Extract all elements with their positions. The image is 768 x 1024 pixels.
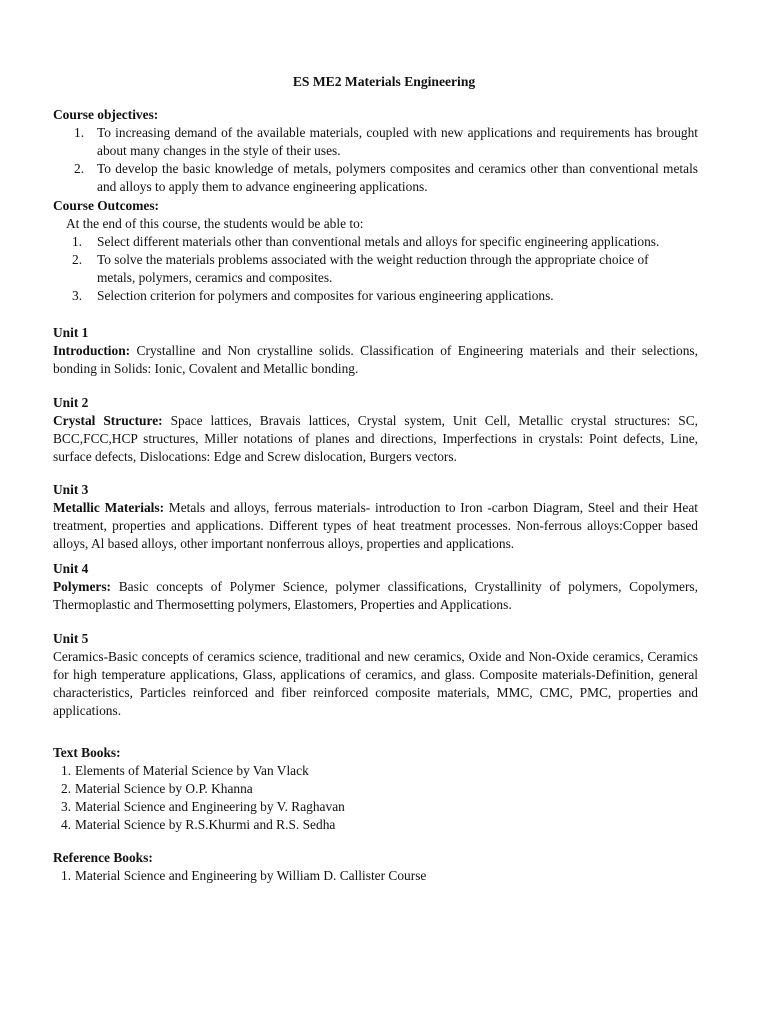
list-item-number: 4. [61,817,72,832]
list-item-number: 2. [72,252,83,267]
unit-5-section [53,630,698,720]
list-item-number: 1. [61,763,72,778]
list-item [53,798,698,816]
unit-topic: Metallic Materials: [53,500,165,515]
list-item [53,867,698,885]
unit-heading: Unit 2 [53,395,89,410]
text-books-section [53,744,698,834]
unit-heading: Unit 4 [53,561,89,576]
list-item-number: 2. [74,161,85,176]
list-item-text: To increasing demand of the available materials, coupled with new applications and requirements has brought about many changes in the style of their uses. [97,125,698,158]
unit-heading: Unit 3 [53,482,89,497]
list-item-number: 1. [72,234,83,249]
course-objectives-list [53,124,698,196]
list-item-text: Material Science and Engineering by William D. Callister Course [75,868,427,883]
reference-books-list [53,867,698,885]
unit-description [53,578,698,614]
unit-description [53,648,698,720]
unit-2-section [53,394,698,466]
list-item [53,124,698,160]
list-item-number: 3. [61,799,72,814]
list-item [53,251,698,287]
course-objectives-section [53,106,698,196]
course-objectives-heading: Course objectives: [53,107,159,122]
list-item-number: 1. [74,125,85,140]
list-item-text: Material Science and Engineering by V. Raghavan [75,799,345,814]
unit-text: Crystalline and Non crystalline solids. Classification of Engineering materials and their selections, bonding in Solids: Ionic, Covalent and Metallic bonding. [53,343,698,376]
unit-1-section [53,324,698,378]
list-item [53,780,698,798]
unit-topic: Introduction: [53,343,131,358]
list-item-text: Material Science by O.P. Khanna [75,781,253,796]
unit-3-section [53,481,698,553]
list-item-text: To develop the basic knowledge of metals, polymers composites and ceramics other than conventional metals and alloys to apply them to advance engineering applications. [97,161,698,194]
unit-topic: Polymers: [53,579,112,594]
list-item-text: Selection criterion for polymers and composites for various engineering applications. [97,288,554,303]
unit-text: Basic concepts of Polymer Science, polymer classifications, Crystallinity of polymers, Copolymers, Thermoplastic and Thermosetting polymers, Elastomers, Properties and Applications. [53,579,698,612]
reference-books-heading: Reference Books: [53,850,153,865]
unit-description [53,412,698,466]
list-item-number: 3. [72,288,83,303]
course-outcomes-list [53,233,698,305]
text-books-list [53,762,698,834]
list-item [53,816,698,834]
list-item-text: To solve the materials problems associated with the weight reduction through the appropriate choice of metals, polymers, ceramics and composites. [97,252,649,285]
unit-4-section [53,560,698,614]
text-books-heading: Text Books: [53,745,121,760]
reference-books-section [53,849,698,885]
list-item-number: 1. [61,868,72,883]
course-outcomes-section [53,197,698,305]
course-outcomes-intro: At the end of this course, the students would be able to: [66,216,364,231]
list-item [53,160,698,196]
list-item [53,762,698,780]
list-item [53,287,698,305]
list-item-text: Elements of Material Science by Van Vlack [75,763,309,778]
unit-text: Metals and alloys, ferrous materials- introduction to Iron -carbon Diagram, Steel and their Heat treatment, properties and applications. Different types of heat treatment processes. Non-ferrous alloys:Copper based alloys, Al based alloys, other important nonferrous alloys, properties and applications. [53,500,698,551]
unit-text: Ceramics-Basic concepts of ceramics science, traditional and new ceramics, Oxide and Non-Oxide ceramics, Ceramics for high temperature applications, Glass, applications of ceramics, and glass. Composite materials-Definition, general characteristics, Particles reinforced and fiber reinforced composite materials, MMC, CMC, PMC, properties and applications. [53,649,698,718]
list-item-number: 2. [61,781,72,796]
unit-heading: Unit 1 [53,325,89,340]
unit-text: Space lattices, Bravais lattices, Crystal system, Unit Cell, Metallic crystal structures: SC, BCC,FCC,HCP structures, Miller notations of planes and directions, Imperfections in crystals: Point defects, Line, surface defects, Dislocations: Edge and Screw dislocation, Burgers vectors. [53,413,698,464]
page-title: ES ME2 Materials Engineering [292,74,476,89]
unit-topic: Crystal Structure: [53,413,163,428]
list-item [53,233,698,251]
unit-description [53,342,698,378]
unit-description [53,499,698,553]
list-item-text: Select different materials other than conventional metals and alloys for specific engineering applications. [97,234,660,249]
unit-heading: Unit 5 [53,631,89,646]
list-item-text: Material Science by R.S.Khurmi and R.S. Sedha [75,817,336,832]
course-outcomes-heading: Course Outcomes: [53,198,159,213]
